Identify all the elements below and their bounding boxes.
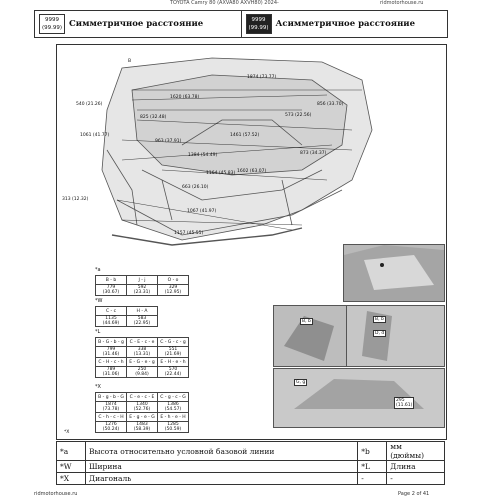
dim-873-label: 873 (34.37) [300, 151, 327, 156]
table-cell: E - H - e - h [158, 358, 189, 367]
table-row [96, 422, 189, 433]
legend-symbol: *W [57, 461, 86, 473]
dim-1061-label: 1061 (41.77) [80, 133, 110, 138]
detail-photo-4-graphic [274, 369, 444, 427]
photo-2-label: B, b [302, 319, 311, 324]
table-cell: E - G - e - g [127, 358, 158, 367]
table-cell: C - g - c - G [158, 393, 189, 402]
dim-573-label: 573 (22.56) [285, 113, 312, 118]
table-row [96, 402, 189, 413]
dim-1067-label: 1067 (41.97) [187, 209, 217, 214]
table-l-label: *L [95, 329, 101, 335]
footer-site: ridmotorhouse.ru [34, 491, 78, 497]
legend-text: мм (дюймы) [387, 442, 445, 461]
table-row [96, 413, 189, 422]
footer-page: Page 2 of 41 [398, 491, 430, 497]
body-frame-outline [102, 58, 372, 245]
table-row [96, 285, 189, 296]
dim-1384-label: 1384 (54.49) [188, 153, 218, 158]
dim-1164-label: 1164 (45.83) [206, 171, 236, 176]
table-cell: 1874 (73.78) [96, 402, 127, 413]
table-cell: 329 (12.95) [158, 285, 189, 296]
point-b-label: B [128, 59, 132, 64]
table-cell: C - c [96, 307, 127, 316]
diagonal-table [95, 392, 189, 433]
asymmetric-legend [242, 11, 448, 37]
length-table [95, 337, 189, 378]
legend-text: - [387, 473, 445, 485]
legend-text: Ширина [86, 461, 358, 473]
dim-856-label: 856 (33.70) [317, 102, 344, 107]
table-cell: J - j [127, 276, 158, 285]
asymmetric-title: Асимметричное расстояние [275, 19, 416, 29]
legend-text: Высота относительно условной базовой линии [86, 442, 358, 461]
figure-ref: *X [64, 430, 70, 435]
detail-photo-2 [273, 305, 351, 367]
table-x-label: *X [95, 384, 101, 390]
legend-text: Диагональ [86, 473, 358, 485]
symmetric-code-box: 9999 (99.99) [39, 14, 65, 34]
table-cell: 799 (31.46) [96, 347, 127, 358]
legend-symbol: - [358, 473, 387, 485]
table-a-label: *a [95, 267, 101, 273]
table-row [96, 358, 189, 367]
detail-photo-1 [343, 244, 445, 302]
table-cell: B - g - b - G [96, 393, 127, 402]
table-cell: 789 (31.06) [96, 367, 127, 378]
table-row [96, 276, 189, 285]
body-dimension-diagram [62, 50, 380, 262]
legend-symbol: *X [57, 473, 86, 485]
photo-4-dim-label: 295 (11.61) [396, 398, 413, 408]
width-table [95, 306, 158, 327]
legend-symbol: *b [358, 442, 387, 461]
detail-photo-2-graphic [274, 306, 350, 366]
table-cell: C - G - c - g [158, 338, 189, 347]
table-cell: 551 (21.69) [158, 347, 189, 358]
table-cell: B - G - b - g [96, 338, 127, 347]
dim-1602-label: 1602 (63.07) [237, 169, 267, 174]
table-cell: C - H - c - h [96, 358, 127, 367]
table-row [96, 367, 189, 378]
dim-963-label: 963 (37.91) [155, 139, 182, 144]
table-cell: 1135 (44.69) [96, 316, 127, 327]
height-table [95, 275, 189, 296]
table-cell: 250 (9.84) [127, 367, 158, 378]
dim-1874-label: 1874 (73.77) [247, 75, 277, 80]
table-cell: E - g - e - G [127, 413, 158, 422]
symmetric-legend [35, 11, 242, 37]
table-cell: 1483 (58.39) [127, 422, 158, 433]
symmetric-title: Симметричное расстояние [69, 19, 204, 29]
asymmetric-code-box: 9999 (99.99) [246, 14, 272, 34]
table-cell: H - A [127, 307, 158, 316]
dim-313-label: 313 (12.32) [62, 197, 89, 202]
table-cell: 1276 (50.24) [96, 422, 127, 433]
photo-4-label: G, g [296, 380, 306, 385]
detail-photo-3 [346, 305, 445, 367]
table-row [57, 461, 445, 473]
detail-photo-1-graphic [344, 245, 444, 301]
table-cell: 338 (13.31) [127, 347, 158, 358]
detail-photo-4 [273, 368, 445, 428]
legend-symbol: *a [57, 442, 86, 461]
table-cell: C - h - c - H [96, 413, 127, 422]
dim-1157-label: 1157 (45.55) [174, 231, 204, 236]
symbol-legend [34, 10, 448, 38]
table-cell: B - b [96, 276, 127, 285]
table-cell: 592 (23.31) [127, 285, 158, 296]
table-cell: C - E - c - e [127, 338, 158, 347]
detail-photo-3-graphic [347, 306, 444, 366]
table-cell: 583 (22.95) [127, 316, 158, 327]
bottom-legend-table [56, 441, 445, 485]
dim-825-label: 825 (32.48) [140, 115, 167, 120]
dim-540-label: 540 (21.26) [76, 102, 103, 107]
table-cell: 1285 (50.59) [158, 422, 189, 433]
legend-symbol: *L [358, 461, 387, 473]
table-cell: O - o [158, 276, 189, 285]
dim-663-label: 663 (26.10) [182, 185, 209, 190]
table-cell: E - h - e - H [158, 413, 189, 422]
table-row [96, 347, 189, 358]
legend-text: Длина [387, 461, 445, 473]
header-site: ridmotorhouse.ru [380, 0, 424, 6]
table-cell: 570 (22.44) [158, 367, 189, 378]
photo-3-label-d: D, d [375, 331, 385, 336]
table-row [96, 393, 189, 402]
table-cell: 779 (30.67) [96, 285, 127, 296]
header-title: TOYOTA Camry 80 (AXVA80 AXVH80) 2024- [170, 0, 279, 6]
table-cell: 1340 (52.76) [127, 402, 158, 413]
dim-1461-label: 1461 (57.52) [230, 133, 260, 138]
table-row [96, 316, 158, 327]
table-row [96, 307, 158, 316]
photo-3-label-b: B, b [375, 317, 384, 322]
table-cell: 1386 (54.57) [158, 402, 189, 413]
table-w-label: *W [95, 298, 103, 304]
dim-1620-label: 1620 (63.78) [170, 95, 200, 100]
table-row [96, 338, 189, 347]
table-row [57, 442, 445, 461]
table-cell: C - e - c - E [127, 393, 158, 402]
table-row [57, 473, 445, 485]
